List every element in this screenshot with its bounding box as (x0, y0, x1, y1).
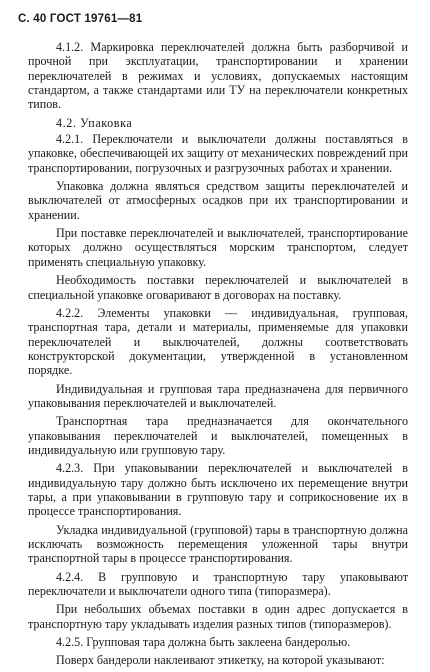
paragraph-4-2-2: 4.2.2. Элементы упаковки — индивидуальная, групповая, транспортная тара, детали и материалы, применяемые для упаковки переключателей и выключателей, должны соответствовать конструкторской документации, утвержденной в установленном порядке. (28, 305, 408, 378)
page-header: С. 40 ГОСТ 19761—81 (18, 13, 143, 25)
paragraph-protection: Упаковка должна являться средством защиты переключателей и выключателей от атмосферных осадков при их транспортировании и хранении. (28, 179, 408, 222)
paragraph-sea-transport: При поставке переключателей и выключателей, транспортирование которых должно осуществляться морским транспортом, следует применять специальную упаковку. (28, 226, 408, 269)
paragraph-individual-group: Индивидуальная и групповая тара предназначена для первичного упаковывания переключателей и выключателей. (28, 381, 408, 410)
paragraph-transport-tare: Транспортная тара предназначается для окончательного упаковывания переключателей и выключателей, помещенных в индивидуальную или групповую тару. (28, 414, 408, 457)
paragraph-4-2-3: 4.2.3. При упаковывании переключателей и выключателей в индивидуальную тару должно быть исключено их перемещение внутри тары, а при упаковывании в групповую тару и соприкосновение их в процессе транспортирования. (28, 461, 408, 519)
paragraph-special-packaging: Необходимость поставки переключателей и выключателей в специальной упаковке оговаривают в договорах на поставку. (28, 273, 408, 302)
paragraph-4-2-1: 4.2.1. Переключатели и выключатели должны поставляться в упаковке, обеспечивающей их защиту от механических повреждений при транспортировании, погрузочных и разгрузочных работах и хранении. (28, 132, 408, 175)
paragraph-label: Поверх бандероли наклеивают этикетку, на которой указывают: (56, 653, 385, 668)
paragraph-4-2-5: 4.2.5. Групповая тара должна быть заклеена бандеролью. (56, 635, 351, 650)
document-body (28, 40, 408, 672)
paragraph-small-volumes: При небольших объемах поставки в один адрес допускается в транспортную тару укладывать изделия разных типов (типоразмеров). (28, 602, 408, 631)
section-title-packaging: 4.2. Упаковка (56, 115, 133, 130)
paragraph-placement: Укладка индивидуальной (групповой) тары в транспортную должна исключать возможность перемещения уложенной тары внутри транспортной тары в процессе транспортирования. (28, 522, 408, 566)
paragraph-4-2-4: 4.2.4. В групповую и транспортную тару упаковывают переключатели и выключатели одного типа (типоразмера). (28, 569, 408, 599)
paragraph-4-1-2: 4.1.2. Маркировка переключателей должна быть разборчивой и прочной при эксплуатации, транспортировании и хранении переключателей в режимах и условиях, допускаемых настоящим стандартом, а также стандартами или ТУ на переключатели конкретных типов. (28, 40, 408, 112)
